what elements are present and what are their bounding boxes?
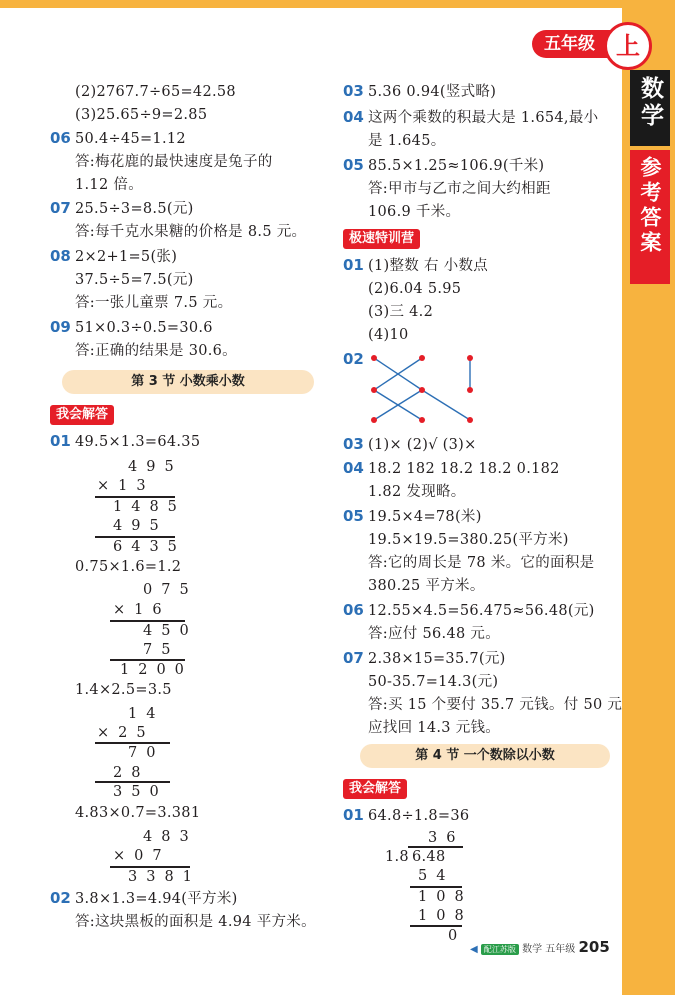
section-tag: 我会解答: [343, 779, 407, 799]
question-number: 09: [50, 318, 71, 336]
vertical-calc-row: 1200: [120, 662, 193, 678]
question-number: 07: [50, 199, 71, 217]
vertical-calc-row: ×25: [97, 725, 155, 741]
footer-text: 数学 五年级: [522, 944, 576, 955]
answer-line: 380.25 平方米。: [368, 578, 485, 594]
answer-line: 答:它的周长是 78 米。它的面积是: [368, 555, 595, 571]
section-tag: 我会解答: [50, 405, 114, 425]
answer-line: (1)× (2)√ (3)×: [368, 437, 477, 453]
question-number: 03: [343, 435, 364, 453]
answer-line: 106.9 千米。: [368, 204, 461, 220]
answer-line: (2)6.04 5.95: [368, 281, 462, 297]
answer-line: 0.75×1.6=1.2: [75, 559, 182, 575]
question-number: 02: [343, 350, 364, 368]
term-badge: 上: [604, 22, 652, 70]
page-footer: [470, 936, 630, 958]
answer-line: 25.5÷3=8.5(元): [75, 201, 194, 217]
answer-line: 答:每千克水果糖的价格是 8.5 元。: [75, 224, 307, 240]
division-quotient: 36: [428, 830, 465, 846]
section-heading: 第 4 节 一个数除以小数: [360, 744, 610, 768]
answer-line: 答:应付 56.48 元。: [368, 626, 501, 642]
answer-line: 答:甲市与乙市之间大约相距: [368, 181, 551, 197]
question-number: 05: [343, 507, 364, 525]
answer-line: 答:买 15 个要付 35.7 元钱。付 50 元: [368, 697, 623, 713]
answer-line: 1.4×2.5=3.5: [75, 682, 172, 698]
vertical-calc-row: ×13: [97, 478, 155, 494]
answer-line: 应找回 14.3 元钱。: [368, 720, 501, 736]
answer-line: 这两个乘数的积最大是 1.654,最小: [368, 110, 599, 126]
answer-line: (3)25.65÷9=2.85: [75, 107, 208, 123]
vertical-calc-row: 075: [143, 582, 198, 598]
answer-line: 答:梅花鹿的最快速度是兔子的: [75, 154, 273, 170]
question-number: 04: [343, 108, 364, 126]
answer-line: 50-35.7=14.3(元): [368, 674, 499, 690]
answer-line: 85.5×1.25≈106.9(千米): [368, 158, 545, 174]
answer-line: 3.8×1.3=4.94(平方米): [75, 891, 238, 907]
grade-label: 五年级: [532, 30, 618, 58]
division-dividend: 6.48: [412, 849, 446, 865]
question-number: 06: [343, 601, 364, 619]
answer-line: 19.5×4=78(米): [368, 509, 482, 525]
vertical-calc-row: ×16: [113, 602, 171, 618]
answer-line: 是 1.645。: [368, 133, 446, 149]
answer-section-tab: [630, 150, 670, 284]
division-row: 108: [418, 889, 473, 905]
question-number: 06: [50, 129, 71, 147]
question-number: 01: [343, 256, 364, 274]
vertical-calc-row: ×07: [113, 848, 171, 864]
answer-line: 37.5÷5=7.5(元): [75, 272, 194, 288]
subject-label: 数学: [637, 76, 663, 130]
vertical-calc-row: 75: [143, 642, 180, 658]
answer-line: 49.5×1.3=64.35: [75, 434, 201, 450]
vertical-calc-row: 6435: [113, 539, 186, 555]
answer-line: 5.36 0.94(竖式略): [368, 84, 497, 100]
page-number: 205: [578, 938, 610, 956]
answer-line: 50.4÷45=1.12: [75, 131, 186, 147]
division-row: 0: [448, 928, 467, 944]
answer-section-label: 参考答案: [638, 156, 662, 256]
answer-line: 答:一张儿童票 7.5 元。: [75, 295, 233, 311]
top-bar: [0, 0, 675, 8]
vertical-calc-row: 1485: [113, 499, 186, 515]
answer-line: 51×0.3÷0.5=30.6: [75, 320, 213, 336]
division-divisor: 1.8: [385, 849, 409, 865]
vertical-calc-row: 495: [113, 518, 168, 534]
question-number: 05: [343, 156, 364, 174]
matching-diagram: [360, 348, 480, 428]
vertical-calc-row: 14: [128, 706, 165, 722]
answer-line: 4.83×0.7=3.381: [75, 805, 201, 821]
section-heading: 第 3 节 小数乘小数: [62, 370, 314, 394]
vertical-calc-row: 450: [143, 623, 198, 639]
vertical-calc-row: 483: [143, 829, 198, 845]
answer-line: (3)三 4.2: [368, 304, 434, 320]
vertical-calc-row: 495: [128, 459, 183, 475]
answer-line: 12.55×4.5=56.475≈56.48(元): [368, 603, 595, 619]
question-number: 08: [50, 247, 71, 265]
question-number: 03: [343, 82, 364, 100]
answer-line: (4)10: [368, 327, 409, 343]
division-row: 108: [418, 908, 473, 924]
answer-line: 18.2 182 18.2 18.2 0.182: [368, 461, 560, 477]
question-number: 04: [343, 459, 364, 477]
division-row: 54: [418, 868, 455, 884]
vertical-calc-row: 3381: [128, 869, 201, 885]
vertical-calc-row: 70: [128, 745, 165, 761]
vertical-calc-row: 350: [113, 784, 168, 800]
answer-line: 2×2+1=5(张): [75, 249, 178, 265]
question-number: 07: [343, 649, 364, 667]
question-number: 01: [50, 432, 71, 450]
answer-line: 答:这块黑板的面积是 4.94 平方米。: [75, 914, 316, 930]
answer-line: 64.8÷1.8=36: [368, 808, 470, 824]
publisher-badge: 配江苏版: [481, 944, 519, 955]
answer-line: 1.82 发现略。: [368, 484, 466, 500]
question-number: 01: [343, 806, 364, 824]
arrow-left-icon: ◀: [470, 944, 478, 955]
section-tag: 极速特训营: [343, 229, 420, 249]
answer-line: 答:正确的结果是 30.6。: [75, 343, 237, 359]
question-number: 02: [50, 889, 71, 907]
answer-line: 1.12 倍。: [75, 177, 143, 193]
subject-tab: [630, 70, 670, 146]
vertical-calc-row: 28: [113, 765, 150, 781]
answer-line: 19.5×19.5=380.25(平方米): [368, 532, 569, 548]
answer-line: (2)2767.7÷65=42.58: [75, 84, 236, 100]
answer-line: 2.38×15=35.7(元): [368, 651, 506, 667]
answer-line: (1)整数 右 小数点: [368, 258, 489, 274]
